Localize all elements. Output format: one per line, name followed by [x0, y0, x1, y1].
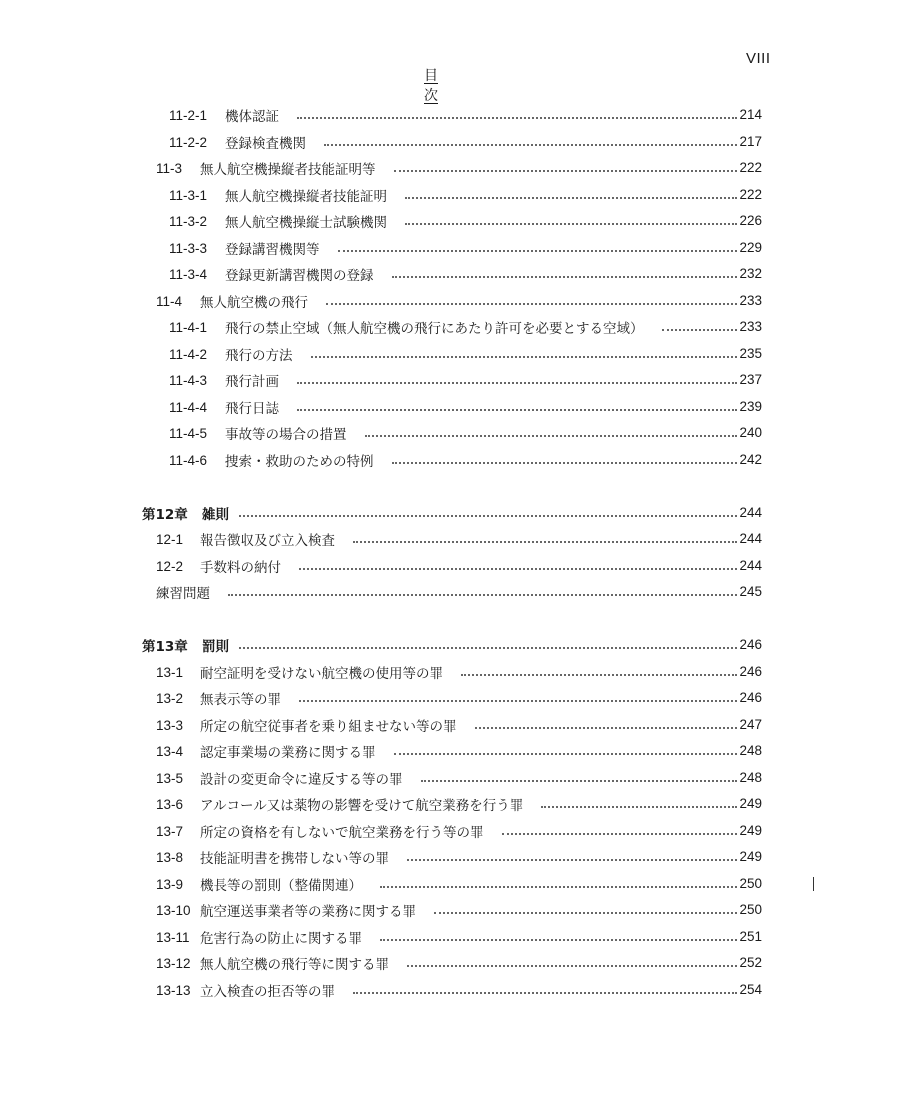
toc-entry-row [0, 314, 920, 340]
toc-section-number: 第12章 [142, 507, 188, 523]
dot-leader [394, 753, 738, 755]
toc-entry-row [0, 844, 920, 870]
toc-section-number: 13-10 [156, 902, 191, 918]
toc-page-number: 248 [739, 743, 762, 758]
toc-section-title: 雑則 [202, 507, 229, 523]
dot-leader [297, 382, 737, 384]
dot-leader [338, 250, 738, 252]
dot-leader [380, 886, 737, 888]
toc-page-number: 252 [739, 955, 762, 970]
toc-entry-row [0, 155, 920, 181]
toc-section-title: 耐空証明を受けない航空機の使用等の罪 [200, 666, 443, 682]
toc-entry [169, 102, 279, 128]
toc-entry-row [0, 420, 920, 446]
toc-entry-row [0, 208, 920, 234]
toc-section-number: 13-6 [156, 796, 184, 812]
dot-leader [407, 965, 737, 967]
toc-entry [156, 844, 389, 870]
toc-entry [169, 261, 374, 287]
toc-section-title: 事故等の場合の措置 [225, 427, 347, 443]
toc-entry [169, 314, 644, 340]
toc-section-number: 13-8 [156, 849, 184, 865]
toc-section-number: 11-3-4 [169, 266, 208, 282]
toc-entry [156, 924, 362, 950]
toc-entry [156, 738, 376, 764]
toc-entry-row [0, 818, 920, 844]
dot-leader [405, 197, 737, 199]
toc-section-title: 練習問題 [156, 586, 210, 602]
toc-entry-row [0, 712, 920, 738]
toc-section-number: 12-2 [156, 558, 184, 574]
toc-section-title: 登録講習機関等 [225, 242, 320, 258]
toc-entry-row [0, 341, 920, 367]
toc-entry-row [0, 871, 920, 897]
dot-leader [392, 462, 738, 464]
toc-entry-row [0, 526, 920, 552]
toc-entry-row [0, 447, 920, 473]
toc-section-number: 11-3-3 [169, 240, 208, 256]
toc-section-number: 12-1 [156, 531, 184, 547]
toc-page-number: 247 [739, 717, 762, 732]
toc-entry [156, 818, 484, 844]
toc-section-title: 飛行計画 [225, 374, 279, 390]
toc-entry-row [0, 738, 920, 764]
toc-section-number: 13-2 [156, 690, 184, 706]
page-title: 目 次 [424, 68, 438, 104]
toc-entry-row [0, 791, 920, 817]
toc-section-title: 手数料の納付 [200, 560, 281, 576]
toc-page-number: 250 [739, 876, 762, 891]
toc-section-title: 航空運送事業者等の業務に関する罪 [200, 904, 416, 920]
toc-section-title: 罰則 [202, 639, 229, 655]
toc-section-title: 飛行の方法 [225, 348, 293, 364]
toc-section-title: 所定の資格を有しないで航空業務を行う等の罪 [200, 825, 484, 841]
toc-entry-row [0, 659, 920, 685]
toc-section-number: 11-4-2 [169, 346, 208, 362]
toc-entry [156, 765, 403, 791]
toc-section-number: 13-1 [156, 664, 184, 680]
toc-section-title: 認定事業場の業務に関する罪 [200, 745, 376, 761]
toc-entry-row [0, 102, 920, 128]
dot-leader [239, 647, 737, 649]
toc-page-number: 246 [739, 664, 762, 679]
toc-section-number: 13-5 [156, 770, 184, 786]
toc-section-title: 無人航空機操縦者技能証明 [225, 189, 387, 205]
toc-section-title: 無人航空機操縦者技能証明等 [200, 162, 376, 178]
dot-leader [239, 515, 737, 517]
toc-entry [169, 420, 347, 446]
dot-leader [434, 912, 737, 914]
toc-entry [169, 235, 320, 261]
toc-entry-row [0, 288, 920, 314]
dot-leader [353, 992, 737, 994]
toc-page-number: 250 [739, 902, 762, 917]
toc-entry [169, 182, 387, 208]
toc-section-number: 11-3-2 [169, 213, 208, 229]
toc-section-title: 無人航空機操縦士試験機関 [225, 215, 387, 231]
toc-entry-row [0, 367, 920, 393]
toc-entry-row [0, 579, 920, 605]
toc-section-number: 13-11 [156, 929, 190, 945]
dot-leader [299, 700, 737, 702]
toc-section-title: 登録検査機関 [225, 136, 306, 152]
toc-page-number: 226 [739, 213, 762, 228]
toc-entry [156, 155, 376, 181]
toc-entry [169, 341, 293, 367]
toc-section-title: 無表示等の罪 [200, 692, 281, 708]
toc-entry-row [0, 897, 920, 923]
toc-section-title: 設計の変更命令に違反する等の罪 [200, 772, 403, 788]
dot-leader [405, 223, 737, 225]
toc-entry [142, 500, 229, 526]
toc-page-number: 249 [739, 849, 762, 864]
toc-section-title: 登録更新講習機関の登録 [225, 268, 374, 284]
toc-entry [156, 871, 362, 897]
toc-page-number: 214 [739, 107, 762, 122]
toc-page-number: 244 [739, 558, 762, 573]
toc-chapter-row [0, 500, 920, 526]
toc-entry [156, 685, 281, 711]
dot-leader [311, 356, 738, 358]
toc-section-number: 11-4-3 [169, 372, 208, 388]
toc-section-number: 11-4 [156, 293, 183, 309]
toc-section-number: 11-4-4 [169, 399, 208, 415]
toc-page-number: 233 [739, 319, 762, 334]
toc-entry [156, 553, 281, 579]
toc-section-title: 機長等の罰則（整備関連） [200, 878, 362, 894]
toc-page-number: 246 [739, 637, 762, 652]
dot-leader [407, 859, 737, 861]
toc-entry [156, 897, 416, 923]
page-number: VIII [746, 50, 771, 67]
dot-leader [297, 117, 737, 119]
dot-leader [394, 170, 738, 172]
dot-leader [461, 674, 737, 676]
toc-section-title: 報告徴収及び立入検査 [200, 533, 335, 549]
toc-entry [156, 950, 389, 976]
toc-entry [169, 447, 374, 473]
toc-page-number: 249 [739, 796, 762, 811]
toc-section-number: 13-3 [156, 717, 184, 733]
toc-section-number: 13-7 [156, 823, 184, 839]
toc-section-title: アルコール又は薬物の影響を受けて航空業務を行う罪 [200, 798, 524, 814]
toc-entry-row [0, 182, 920, 208]
dot-leader [324, 144, 737, 146]
toc-section-number: 11-2-2 [169, 134, 208, 150]
toc-page-number: 244 [739, 505, 762, 520]
toc-page-number: 248 [739, 770, 762, 785]
dot-leader [353, 541, 737, 543]
toc-entry [156, 791, 523, 817]
toc-entry-row [0, 977, 920, 1003]
toc-page-number: 244 [739, 531, 762, 546]
toc-section-title: 無人航空機の飛行等に関する罪 [200, 957, 389, 973]
toc-section-title: 立入検査の拒否等の罪 [200, 984, 335, 1000]
toc-section-title: 技能証明書を携帯しない等の罪 [200, 851, 389, 867]
toc-page-number: 222 [739, 160, 762, 175]
toc-page-number: 237 [739, 372, 762, 387]
toc-entry-row [0, 261, 920, 287]
toc-entry [156, 977, 335, 1003]
toc-page-number: 235 [739, 346, 762, 361]
toc-page-number: 254 [739, 982, 762, 997]
toc-section-title: 捜索・救助のための特例 [225, 454, 374, 470]
toc-page-number: 246 [739, 690, 762, 705]
toc-section-title: 無人航空機の飛行 [200, 295, 308, 311]
toc-page-number: 217 [739, 134, 762, 149]
toc-entry [156, 712, 457, 738]
toc-section-number: 13-12 [156, 955, 191, 971]
toc-page-number: 242 [739, 452, 762, 467]
toc-page-number: 232 [739, 266, 762, 281]
dot-leader [299, 568, 737, 570]
dot-leader [365, 435, 738, 437]
toc-entry-row [0, 950, 920, 976]
toc-entry [169, 394, 279, 420]
dot-leader [421, 780, 738, 782]
dot-leader [502, 833, 738, 835]
toc-entry [156, 579, 210, 605]
dot-leader [326, 303, 737, 305]
toc-section-number: 11-3-1 [169, 187, 208, 203]
toc-page-number: 249 [739, 823, 762, 838]
toc-page-number: 239 [739, 399, 762, 414]
toc-section-number: 第13章 [142, 639, 188, 655]
margin-change-bar [813, 877, 814, 891]
toc-entry-row [0, 765, 920, 791]
toc-section-number: 11-2-1 [169, 107, 208, 123]
toc-section-number: 13-4 [156, 743, 184, 759]
dot-leader [541, 806, 737, 808]
toc-section-title: 危害行為の防止に関する罪 [200, 931, 362, 947]
toc-section-number: 11-4-6 [169, 452, 208, 468]
toc-section-number: 11-3 [156, 160, 183, 176]
dot-leader [392, 276, 738, 278]
toc-section-number: 11-4-1 [169, 319, 208, 335]
toc-entry [156, 526, 335, 552]
toc-entry [169, 129, 306, 155]
toc-entry-row [0, 394, 920, 420]
toc-entry-row [0, 553, 920, 579]
toc-entry-row [0, 129, 920, 155]
dot-leader [228, 594, 737, 596]
toc-entry [156, 659, 443, 685]
dot-leader [475, 727, 738, 729]
toc-entry [169, 208, 387, 234]
toc-page-number: 251 [739, 929, 762, 944]
toc-page-number: 229 [739, 240, 762, 255]
toc-section-title: 所定の航空従事者を乗り組ませない等の罪 [200, 719, 457, 735]
toc-entry-row [0, 924, 920, 950]
toc-page-number: 233 [739, 293, 762, 308]
dot-leader [380, 939, 737, 941]
toc-entry [142, 632, 229, 658]
toc-section-title: 機体認証 [225, 109, 279, 125]
toc-page-number: 222 [739, 187, 762, 202]
toc-entry-row [0, 235, 920, 261]
toc-entry [156, 288, 308, 314]
toc-section-number: 11-4-5 [169, 425, 208, 441]
toc-page-number: 240 [739, 425, 762, 440]
toc-section-number: 13-13 [156, 982, 191, 998]
toc-section-number: 13-9 [156, 876, 184, 892]
dot-leader [662, 329, 738, 331]
toc-page-number: 245 [739, 584, 762, 599]
toc-entry [169, 367, 279, 393]
toc-section-title: 飛行日誌 [225, 401, 279, 417]
dot-leader [297, 409, 737, 411]
toc-section-title: 飛行の禁止空域（無人航空機の飛行にあたり許可を必要とする空域） [225, 321, 644, 337]
toc-entry-row [0, 685, 920, 711]
toc-chapter-row [0, 632, 920, 658]
